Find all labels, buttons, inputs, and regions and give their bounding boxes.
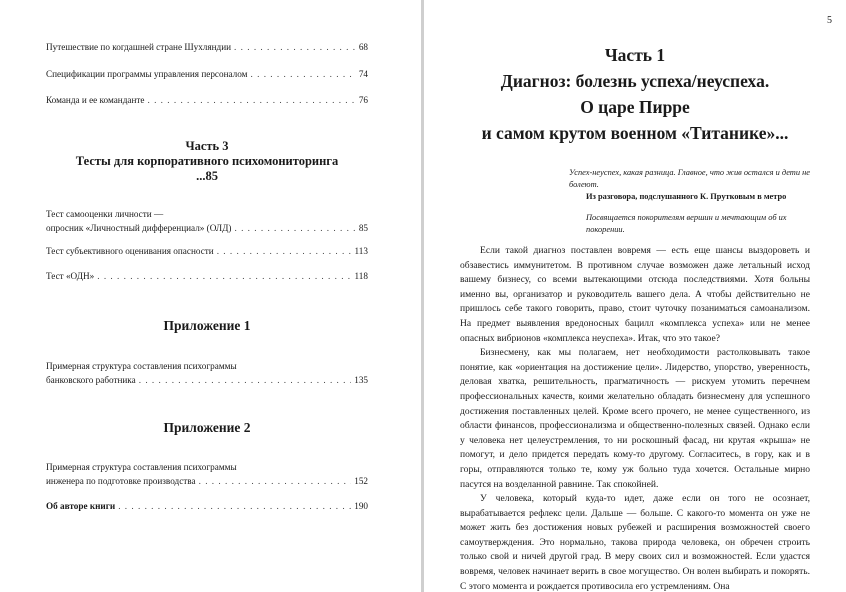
toc-entry[interactable] xyxy=(46,41,368,55)
toc-entry[interactable] xyxy=(46,270,368,284)
toc-entry[interactable] xyxy=(46,68,368,82)
toc-leader xyxy=(234,222,355,236)
epigraph-quote: Успех-неуспех, какая разница. Главное, что жив остался и дети не болеют. xyxy=(569,168,810,189)
right-page xyxy=(424,0,846,592)
toc-entry-page: 76 xyxy=(358,95,368,105)
toc-leader xyxy=(139,374,352,388)
toc-entry-page: 113 xyxy=(354,246,368,256)
toc-entry-title-line1: Примерная структура составления психограммы xyxy=(46,462,237,472)
toc-entry-title: Команда и ее команданте xyxy=(46,95,145,105)
toc-entry-page: 118 xyxy=(354,271,368,281)
toc-leader xyxy=(147,94,355,108)
toc-entry[interactable] xyxy=(46,461,368,488)
toc-entry-page: 74 xyxy=(358,69,368,79)
toc-entry-title: Об авторе книги xyxy=(46,501,116,511)
part3-title xyxy=(46,154,368,184)
appendix2-heading: Приложение 2 xyxy=(163,420,251,435)
toc-entry[interactable] xyxy=(46,360,368,387)
toc-entry-title: Тест «ОДН» xyxy=(46,271,95,281)
toc-entry[interactable] xyxy=(46,94,368,108)
toc-entry-title-line2: банковского работника xyxy=(46,374,136,385)
appendix1-heading: Приложение 1 xyxy=(163,318,251,333)
chapter-number: Часть 1 xyxy=(604,45,666,65)
body-text xyxy=(460,244,810,592)
toc-entry-title-line2: инженера по подготовке производства xyxy=(46,475,196,486)
chapter-title-line2: О царе Пирре xyxy=(580,97,690,117)
toc-entry-page: 68 xyxy=(358,42,368,52)
toc-entry-page: 152 xyxy=(354,475,368,486)
part3-title-line2: ...85 xyxy=(196,169,218,183)
epigraph xyxy=(569,167,815,236)
toc-entry-about-author[interactable] xyxy=(46,500,368,514)
toc-entry-title-line2: опросник «Личностный дифференциал» (ОЛД) xyxy=(46,222,232,233)
page-number: 5 xyxy=(827,15,832,26)
toc-leader xyxy=(199,475,352,489)
part3-number: Часть 3 xyxy=(185,139,229,153)
toc-entry[interactable] xyxy=(46,245,368,259)
paragraph: Бизнесмену, как мы полагаем, нет необходимости растолковывать такое понятие, как «ориентация на достижение цели». Лидерство, упорство, уверенность, деловая хватка, решительность, прагматичность — рискуем утомить перечнем профессиональных качеств, коими желательно обладать бизнесмену для успешного достижения поставленных целей. Кроме всего прочего, не менее существенного, из области финансов, профессионализма и общественно-полезных связей. Однако если у человека нет целеустремления, то ни роскошный фасад, ни крутая «крыша» не помогут, и дело придется передать кому-то другому. Согласитесь, в гору, как и в горы, отправляются только те, кому уж больно туда хочется. Остальные мирно пасутся на возделанной равнине. Так спокойней. xyxy=(460,347,810,490)
toc-leader xyxy=(217,245,352,259)
toc-entry-title: Спецификации программы управления персоналом xyxy=(46,69,248,79)
epigraph-source: Из разговора, подслушанного К. Прутковым в метро xyxy=(586,192,787,201)
dedication: Посвящается покорителям вершин и мечтающим об их покорении. xyxy=(586,213,787,234)
toc-entry-page: 190 xyxy=(354,501,368,511)
paragraph: У человека, который куда-то идет, даже если он того не осознает, вырабатывается рефлекс цели. Дальше — больше. С какого-то момента он уже не может жить без достижения новых рубежей и расширения возможностей своего самоутверждения. Это нормально, такова природа человека, он обречен строить только свой и ничей другой град. В меру своих сил и возможностей. Если удастся вовремя, человек начинает верить в свое могущество. Он волен выбирать и покорять. С этого момента и рождается противосила его устремлениям. Она xyxy=(460,493,810,592)
chapter-title-line3: и самом крутом военном «Титанике»... xyxy=(481,123,789,143)
paragraph: Если такой диагноз поставлен вовремя — есть еще шансы выздороветь и обзавестись иммунитетом. В противном случае возможен даже летальный исход вашему бизнесу, со всеми вытекающими отсюда последствиями. Хотя больны именно вы, организатор и руководитель вашего дела. А чтобы действительно не пришлось себе такого говорить, право, стоит чуточку позаниматься самоанализом. На предмет выявления вредоносных бацилл «комплекса успеха» или не менее опасных вибрионов «комплекса неуспеха». Итак, что это такое? xyxy=(460,245,810,344)
toc-entry[interactable] xyxy=(46,208,368,235)
toc-leader xyxy=(97,270,351,284)
toc-leader xyxy=(118,500,351,514)
toc-entry-page: 135 xyxy=(354,374,368,385)
toc-entry-title: Тест субъективного оценивания опасности xyxy=(46,246,214,256)
toc-entry-title-line1: Тест самооценки личности — xyxy=(46,209,164,219)
part3-title-line1: Тесты для корпоративного психомониторинга xyxy=(75,154,339,168)
toc-leader xyxy=(234,41,356,55)
toc-leader xyxy=(251,68,356,82)
toc-entry-title-line1: Примерная структура составления психограммы xyxy=(46,361,237,371)
chapter-title-line1: Диагноз: болезнь успеха/неуспеха. xyxy=(500,71,770,91)
toc-entry-title: Путешествие по когдашней стране Шухляндии xyxy=(46,42,232,52)
left-page xyxy=(0,0,421,592)
toc-entry-page: 85 xyxy=(358,222,368,233)
